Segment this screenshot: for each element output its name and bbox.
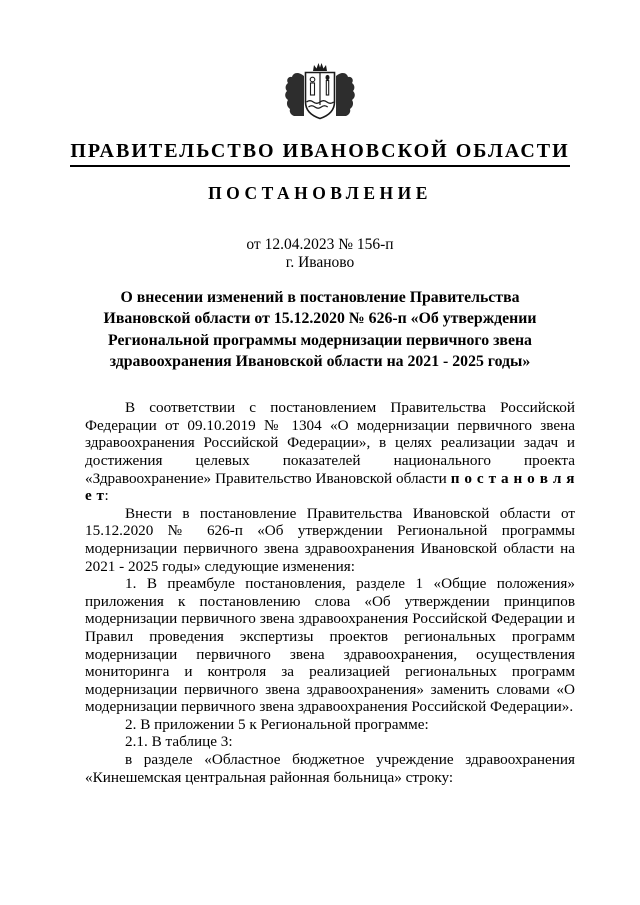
org-title-row [0,140,640,167]
lion-supporter-icon [285,73,304,116]
org-title: ПРАВИТЕЛЬСТВО ИВАНОВСКОЙ ОБЛАСТИ [70,140,569,167]
preamble-text: В соответствии с постановлением Правительства Российской Федерации от 09.10.2019 № 1304 «О модернизации первичного звена здравоохранения Российской Федерации», в целях реализации задач и достижения целевых показателей национального проекта «Здравоохранение» Правительство Ивановской области [85,399,575,487]
paragraph-section-ref: в разделе «Областное бюджетное учреждение здравоохранения «Кинешемская центральная районная больница» строку: [85,751,575,786]
document-subject: О внесении изменений в постановление Правительства Ивановской области от 15.12.2020 № 626-п «Об утверждении Региональной программы модернизации первичного звена здравоохранения Ивановской области на 2021 - 2025 годы» [103,289,537,370]
doc-type-title: ПОСТАНОВЛЕНИЕ [208,183,432,203]
paragraph-preamble [85,399,575,505]
coat-of-arms-ivanovo-icon [281,62,359,120]
crown-icon [313,63,327,71]
paragraph-item-2-1: 2.1. В таблице 3: [125,733,233,751]
decree-colon: : [104,487,109,505]
eagle-supporter-icon [336,73,355,116]
emblem-container [0,0,640,120]
paragraph-item-2: 2. В приложении 5 к Региональной программе: [125,715,429,733]
paragraph-decision: Внести в постановление Правительства Ивановской области от 15.12.2020 № 626-п «Об утверждении Региональной программы модернизации первичного звена здравоохранения Ивановской области на 2021 - 2025 годы» следующие изменения: [85,504,575,575]
torch-flame-icon [326,75,330,80]
city-line: г. Иваново [285,254,355,271]
paragraph-item-1: 1. В преамбуле постановления, разделе 1 «Общие положения» приложения к постановлению слова «Об утверждении принципов модернизации первичного звена здравоохранения Российской Федерации и Правил проведения экспертизы проектов региональных программ модернизации первичного звена здравоохранения, осуществления мониторинга и контроля за реализацией региональных программ модернизации первичного звена здравоохранения» заменить словами «О модернизации первичного звена здравоохранения Российской Федерации». [85,575,575,716]
document-body [85,399,575,786]
date-number-line: от 12.04.2023 № 156-п [246,236,394,253]
decree-word: п о с т а н о в л я е т [85,469,575,505]
